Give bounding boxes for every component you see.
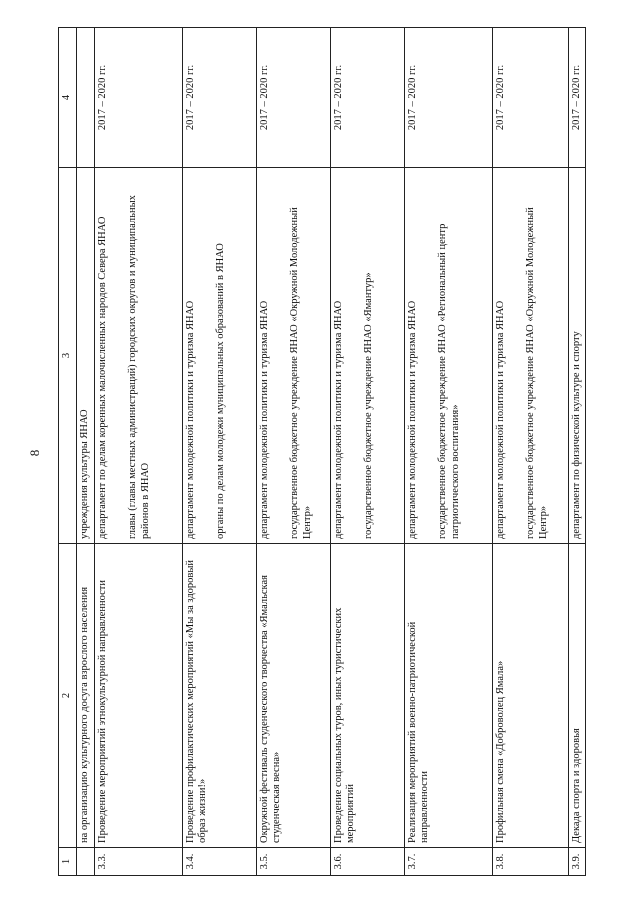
event-cell: Проведение социальных туров, иных туристических мероприятий: [330, 544, 404, 848]
event-cell: Окружной фестиваль студенческого творчества «Ямальская студенческая весна»: [256, 544, 330, 848]
event-cell: Профильная смена «Доброволец Ямала»: [492, 544, 568, 848]
page-number: 8: [27, 449, 42, 457]
executor-line: главы (главы местных администраций) городских округов и муниципальных районов в ЯНАО: [127, 195, 152, 539]
event-cell: Декада спорта и здоровья: [568, 544, 586, 848]
term-cell: 2017 – 2020 гг.: [94, 28, 182, 168]
executor-line: государственное бюджетное учреждение ЯНАО «Окружной Молодежный Центр»: [289, 207, 314, 539]
executor-cell: [182, 168, 256, 544]
row-number: 3.8.: [492, 848, 568, 876]
executor-line: департамент молодежной политики и туризма ЯНАО: [184, 300, 196, 539]
row-number: 3.6.: [330, 848, 404, 876]
event-cell: Проведение профилактических мероприятий «Мы за здоровый образ жизни!»: [182, 544, 256, 848]
executor-cell: [492, 168, 568, 544]
executor-line: департамент молодежной политики и туризма ЯНАО: [406, 300, 418, 539]
header-cell: 2: [59, 544, 77, 848]
executor-cell: [404, 168, 492, 544]
executor-line: департамент по делам коренных малочисленных народов Севера ЯНАО: [96, 216, 108, 539]
term-cell: [76, 28, 94, 168]
rotated-content: [58, 28, 625, 876]
row-number: 3.5.: [256, 848, 330, 876]
executor-line: государственное бюджетное учреждение ЯНАО «Окружной Молодежный Центр»: [525, 207, 550, 539]
table-row: [182, 28, 256, 876]
table-header-row: [59, 28, 77, 876]
header-cell: 1: [59, 848, 77, 876]
executor-line: государственное бюджетное учреждение ЯНАО «Ямантур»: [363, 272, 375, 539]
executor-line: департамент по физической культуре и спорту: [570, 331, 582, 539]
executor-cell: [568, 168, 586, 544]
table-row: [568, 28, 586, 876]
row-number: 3.7.: [404, 848, 492, 876]
row-number: 3.4.: [182, 848, 256, 876]
term-cell: 2017 – 2020 гг.: [404, 28, 492, 168]
rotated-page-area: [58, 28, 625, 876]
executor-line: департамент молодежной политики и туризма ЯНАО: [332, 300, 344, 539]
executor-cell: [330, 168, 404, 544]
term-cell: 2017 – 2020 гг.: [492, 28, 568, 168]
row-number: 3.9.: [568, 848, 586, 876]
executor-cell: [256, 168, 330, 544]
header-cell: 4: [59, 28, 77, 168]
table-row: [76, 28, 94, 876]
table-row: [330, 28, 404, 876]
executor-cell: [76, 168, 94, 544]
row-number: 3.3.: [94, 848, 182, 876]
executor-line: органы по делам молодежи муниципальных образований в ЯНАО: [215, 243, 227, 539]
term-cell: 2017 – 2020 гг.: [182, 28, 256, 168]
term-cell: 2017 – 2020 гг.: [330, 28, 404, 168]
executor-cell: [94, 168, 182, 544]
executor-line: учреждения культуры ЯНАО: [78, 409, 90, 539]
table-row: [404, 28, 492, 876]
table-row: [256, 28, 330, 876]
event-cell: Проведение мероприятий этнокультурной направленности: [94, 544, 182, 848]
executor-line: департамент молодежной политики и туризма ЯНАО: [258, 300, 270, 539]
table-row: [492, 28, 568, 876]
program-table: [58, 27, 586, 876]
term-cell: 2017 – 2020 гг.: [568, 28, 586, 168]
table-row: [94, 28, 182, 876]
event-cell: Реализация мероприятий военно-патриотической направленности: [404, 544, 492, 848]
row-number: [76, 848, 94, 876]
executor-line: департамент молодежной политики и туризма ЯНАО: [494, 300, 506, 539]
executor-line: государственное бюджетное учреждение ЯНАО «Региональный центр патриотического воспитания»: [437, 223, 462, 539]
event-cell: на организацию культурного досуга взрослого населения: [76, 544, 94, 848]
term-cell: 2017 – 2020 гг.: [256, 28, 330, 168]
header-cell: 3: [59, 168, 77, 544]
